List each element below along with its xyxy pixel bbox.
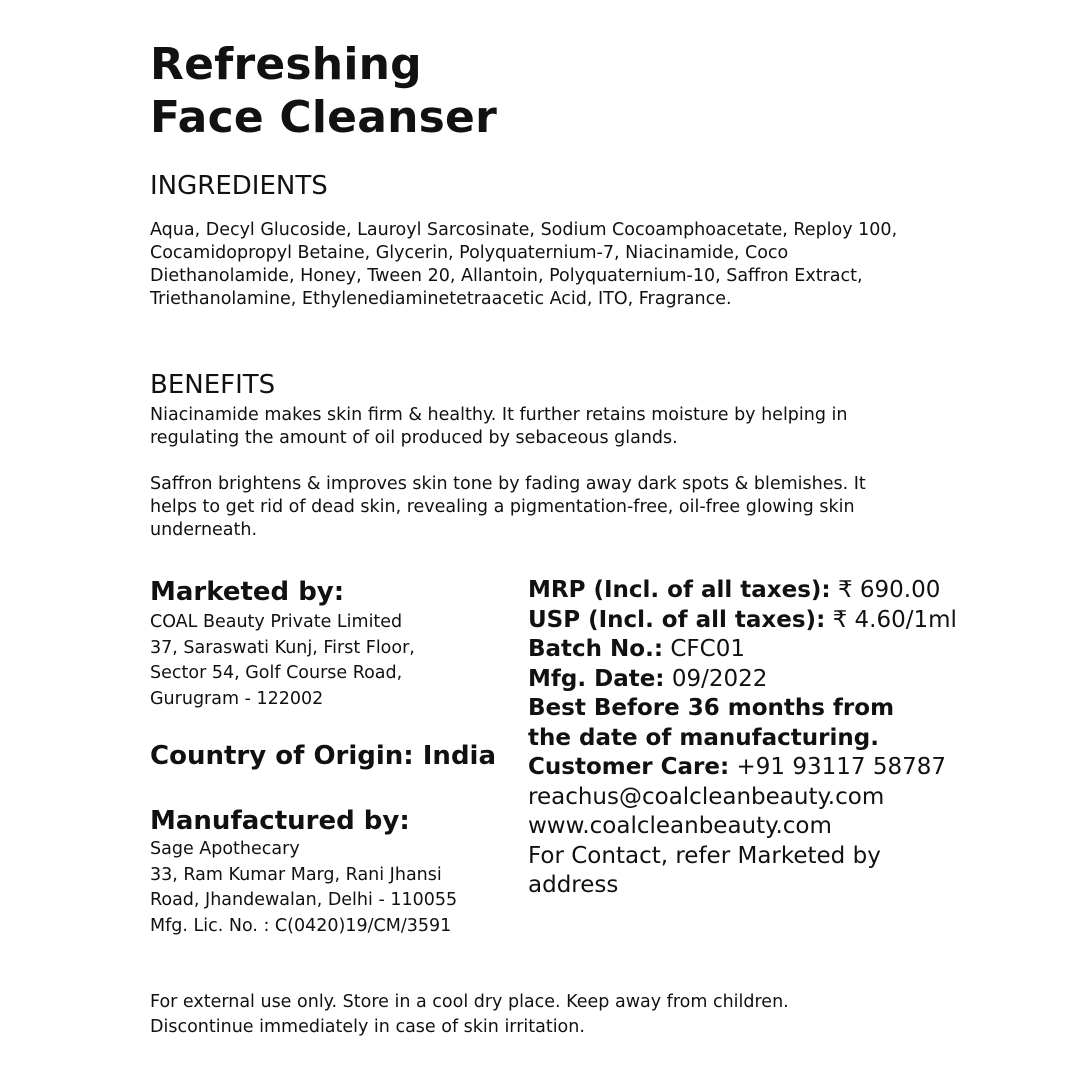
customer-care-line <box>528 753 948 783</box>
manufacturer-name: Sage Apothecary <box>150 839 300 859</box>
usage-warning <box>150 990 940 1040</box>
usp-line <box>528 606 957 636</box>
benefits-heading: BENEFITS <box>150 370 276 400</box>
marketed-by-company: COAL Beauty Private Limited <box>150 612 403 632</box>
marketed-by-address <box>150 610 415 712</box>
batch-label: Batch No.: <box>528 636 664 662</box>
benefits-paragraph-saffron: Saffron brightens & improves skin tone by fading away dark spots & blemishes. It helps to get rid of dead skin, revealing a pigmentation-free, oil-free glowing skin underneath. <box>150 474 866 540</box>
mrp-label: MRP (Incl. of all taxes): <box>528 577 831 603</box>
ingredients-text: Aqua, Decyl Glucoside, Lauroyl Sarcosinate, Sodium Cocoamphoacetate, Reploy 100, Cocamidopropyl Betaine, Glycerin, Polyquaternium-7, Niacinamide, Coco Diethanolamide, Honey, Tween 20, Allantoin, Polyquaternium-10, Saffron Extract, Triethanolamine, Ethylenediaminetetraacetic Acid, ITO, Fragrance. <box>150 220 898 309</box>
manufacturer-address-line: 33, Ram Kumar Marg, Rani Jhansi <box>150 864 442 885</box>
usp-label: USP (Incl. of all taxes): <box>528 606 826 633</box>
ingredients-heading: INGREDIENTS <box>150 171 328 201</box>
mfg-date-label: Mfg. Date: <box>528 665 665 692</box>
manufacturing-license-number: Mfg. Lic. No. : C(0420)19/CM/3591 <box>150 915 452 936</box>
customer-care-email: reachus@coalcleanbeauty.com <box>528 783 885 810</box>
country-of-origin: Country of Origin: India <box>150 741 497 771</box>
mfg-date-value: 09/2022 <box>671 665 768 692</box>
contact-note: For Contact, refer Marketed by <box>528 842 881 869</box>
batch-value: CFC01 <box>670 636 745 662</box>
marketed-by-heading: Marketed by: <box>150 577 345 607</box>
customer-care-label: Customer Care: <box>528 754 730 780</box>
website: www.coalcleanbeauty.com <box>528 813 832 839</box>
product-title <box>150 38 940 144</box>
product-title-line2: Face Cleanser <box>150 92 497 143</box>
mfg-date-line <box>528 665 948 695</box>
mrp-line <box>528 576 948 606</box>
product-title-line1: Refreshing <box>150 39 422 90</box>
best-before-line <box>528 724 948 754</box>
customer-care-phone: +91 93117 58787 <box>736 754 947 780</box>
usp-value: ₹ 4.60/1ml <box>832 606 957 633</box>
manufacturer-address-line: Road, Jhandewalan, Delhi - 110055 <box>150 890 458 910</box>
product-info-column <box>528 576 957 901</box>
mrp-value: ₹ 690.00 <box>837 577 941 603</box>
marketed-by-address-line: 37, Saraswati Kunj, First Floor, <box>150 637 415 658</box>
best-before-text: Best Before 36 months from <box>528 695 895 721</box>
contact-note: address <box>528 872 619 898</box>
marketed-by-address-line: Sector 54, Golf Course Road, <box>150 663 403 683</box>
marketed-by-address-line: Gurugram - 122002 <box>150 688 324 709</box>
product-label <box>150 38 957 1037</box>
batch-line <box>528 635 948 665</box>
manufactured-by-address <box>150 837 457 939</box>
manufactured-by-heading: Manufactured by: <box>150 806 410 836</box>
best-before-text: the date of manufacturing. <box>528 724 879 751</box>
usage-warning-line: For external use only. Store in a cool dry place. Keep away from children. <box>150 992 789 1012</box>
best-before-line <box>528 694 948 724</box>
usage-warning-line: Discontinue immediately in case of skin irritation. <box>150 1017 585 1037</box>
benefits-paragraph-niacinamide: Niacinamide makes skin firm & healthy. It further retains moisture by helping in regulating the amount of oil produced by sebaceous glands. <box>150 405 848 448</box>
